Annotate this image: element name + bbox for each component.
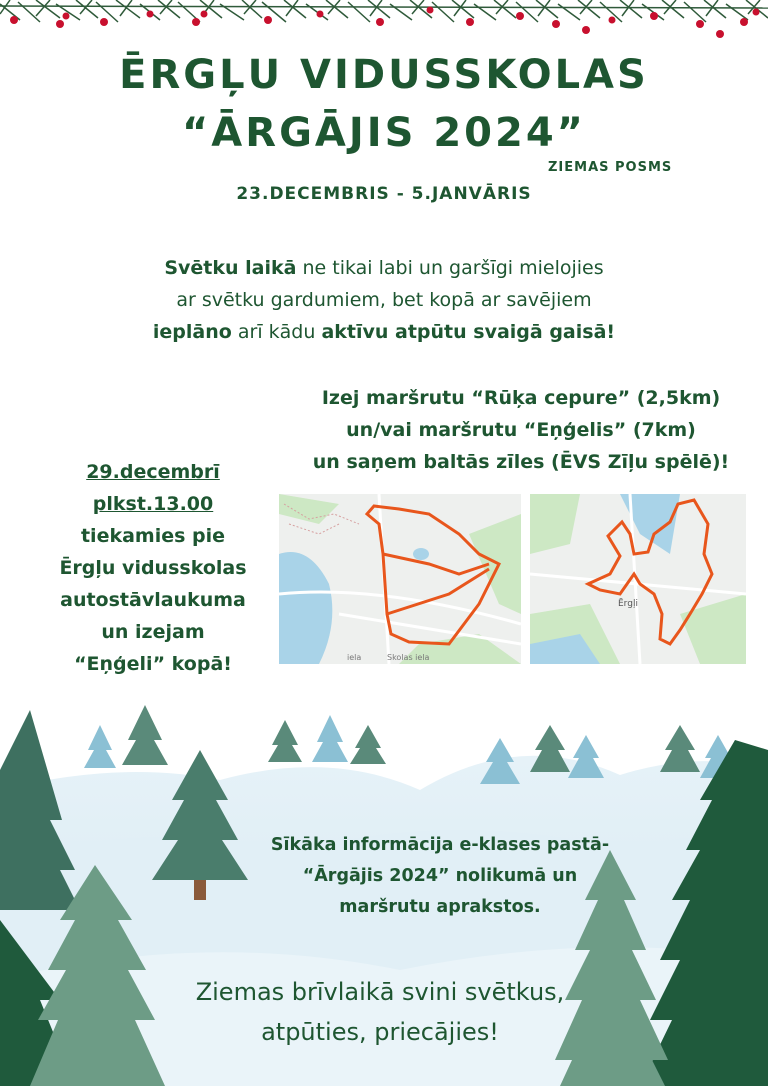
intro-bold-1: Svētku laikā <box>164 257 297 279</box>
routes-text <box>286 382 756 478</box>
meeting-line-4: Ērgļu vidusskolas <box>59 557 247 579</box>
meeting-time: plkst.13.00 <box>92 493 214 515</box>
meeting-line-3: tiekamies pie <box>80 525 226 547</box>
map1-label-street-2: iela <box>347 653 362 662</box>
meeting-text <box>0 456 306 680</box>
intro-bold-2: ieplāno <box>152 321 232 343</box>
closing-line-2: atpūties, priecājies! <box>261 1018 499 1046</box>
meeting-line-7: “Eņģeli” kopā! <box>74 653 232 675</box>
closing-line-1: Ziemas brīvlaikā svini svētkus, <box>195 978 565 1006</box>
info-line-3: maršrutu aprakstos. <box>339 897 541 917</box>
garland-decoration <box>0 0 768 48</box>
routes-line-2: un/vai maršrutu “Eņģelis” (7km) <box>346 419 696 441</box>
route-map-rukja-cepure <box>279 494 521 664</box>
intro-text-3: arī kādu <box>231 321 322 343</box>
route-map-2-graphic <box>530 494 746 664</box>
meeting-line-5: autostāvlaukuma <box>60 589 246 611</box>
routes-line-1: Izej maršrutu “Rūķa cepure” (2,5km) <box>321 387 721 409</box>
meeting-date: 29.decembrī <box>86 461 220 483</box>
info-line-1: Sīkāka informācija e-klases pastā- <box>270 835 610 855</box>
map1-label-street: Skolas iela <box>387 653 430 662</box>
intro-text <box>0 252 768 348</box>
dates: 23.DECEMBRIS - 5.JANVĀRIS <box>236 184 532 204</box>
info-text <box>200 830 680 923</box>
info-line-2: “Ārgājis 2024” nolikumā un <box>302 866 578 886</box>
route-map-engelis <box>530 494 746 664</box>
title-line-2: “ĀRGĀJIS 2024” <box>182 110 586 156</box>
subtitle: ZIEMAS POSMS <box>548 160 673 175</box>
map2-label: Ērgļi <box>618 599 638 609</box>
routes-line-3: un saņem baltās zīles (ĒVS Zīļu spēlē)! <box>312 451 730 473</box>
title-line-1: ĒRGĻU VIDUSSKOLAS <box>119 52 649 98</box>
intro-bold-3: aktīvu atpūtu svaigā gaisā! <box>321 321 616 343</box>
route-map-1-graphic <box>279 494 521 664</box>
intro-line-3 <box>0 316 768 348</box>
intro-text-1: ne tikai labi un garšīgi mielojies <box>296 257 604 279</box>
intro-line-1 <box>0 252 768 284</box>
meeting-line-6: un izejam <box>101 621 205 643</box>
closing-text <box>120 972 640 1052</box>
intro-line-2: ar svētku gardumiem, bet kopā ar savējiem <box>176 289 592 311</box>
